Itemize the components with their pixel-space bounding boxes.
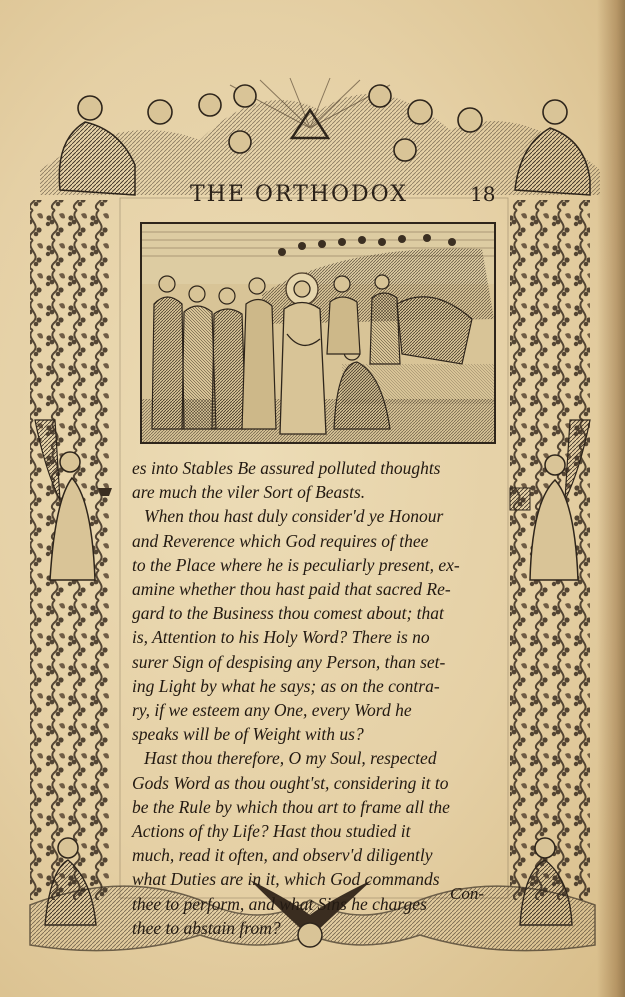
text-line: be the Rule by which thou art to frame all the [132, 796, 450, 817]
text-line: es into Stables Be assured polluted thoughts [132, 458, 441, 478]
text-line: much, read it often, and observ'd diligently [132, 845, 433, 866]
text-line: When thou hast duly consider'd ye Honour [144, 506, 444, 527]
text-line: speaks will be of Weight with us? [132, 724, 364, 745]
body-text [132, 456, 502, 940]
text-line: what Duties are in it, which God commands [132, 869, 440, 890]
text-line: surer Sign of despising any Person, than set- [132, 651, 446, 672]
text-line: thee to abstain from? [132, 917, 281, 938]
text-line: ing Light by what he says; as on the contra- [132, 675, 440, 696]
text-line: Actions of thy Life? Hast thou studied it [132, 821, 411, 842]
text-line: thee to perform, and what Sins he charges [132, 893, 427, 914]
christ-among-crowd-engraving [140, 222, 496, 444]
running-head: THE ORTHODOX [190, 182, 408, 207]
text-line: Hast thou therefore, O my Soul, respected [144, 748, 437, 769]
text-line: Gods Word as thou ought'st, considering it to [132, 772, 449, 793]
text-line: and Reverence which God requires of thee [132, 530, 429, 551]
catchword: Con- [450, 884, 484, 903]
page-number: 18 [470, 182, 496, 206]
evangelist-left-figure [59, 96, 135, 195]
text-line: are much the viler Sort of Beasts. [132, 482, 366, 503]
text-line: to the Place where he is peculiarly present, ex- [132, 554, 460, 575]
text-line: gard to the Business thou comest about; that [132, 603, 444, 624]
text-line: ry, if we esteem any One, every Word he [132, 700, 412, 721]
text-line: is, Attention to his Holy Word? There is no [132, 627, 430, 648]
text-line: amine whether thou hast paid that sacred Re- [132, 579, 451, 600]
